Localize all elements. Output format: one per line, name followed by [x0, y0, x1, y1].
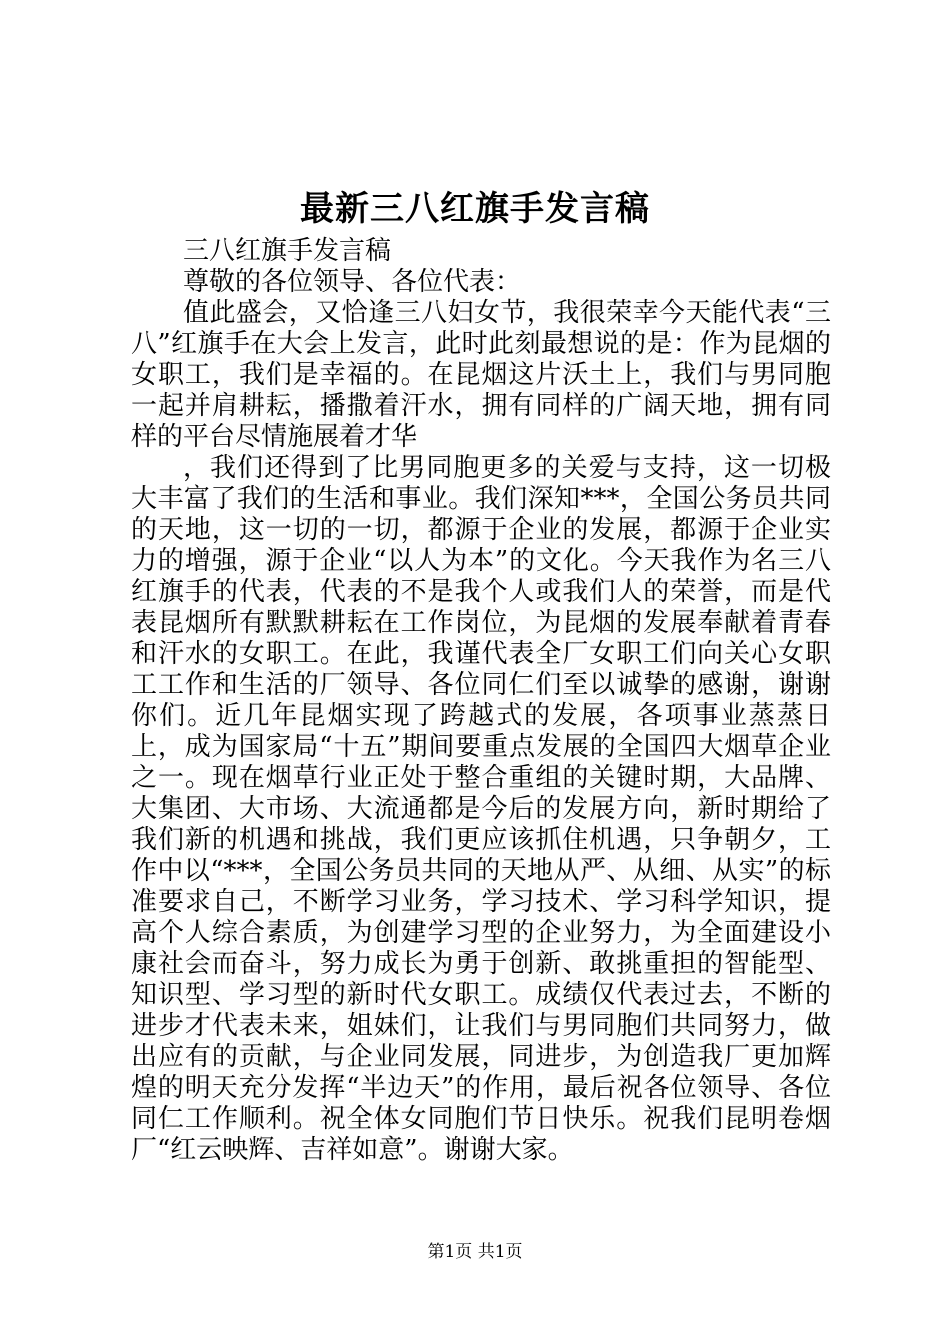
paragraph-main: ，我们还得到了比男同胞更多的关爱与支持，这一切极大丰富了我们的生活和事业。我们深知***，全国公务员共同的天地，这一切的一切，都源于企业的发展，都源于企业实力的增强，源于企业“以人为本”的文化。今天我作为名三八红旗手的代表，代表的不是我个人或我们人的荣誉，而是代表昆烟所有默默耕耘在工作岗位，为昆烟的发展奉献着青春和汗水的女职工。在此，我谨代表全厂女职工们向关心女职工工作和生活的厂领导、各位同仁们至以诚挚的感谢，谢谢你们。近几年昆烟实现了跨越式的发展，各项事业蒸蒸日上，成为国家局“十五”期间要重点发展的全国四大烟草企业之一。现在烟草行业正处于整合重组的关键时期，大品牌、大集团、大市场、大流通都是今后的发展方向，新时期给了我们新的机遇和挑战，我们更应该抓住机遇，只争朝夕，工作中以“***，全国公务员共同的天地从严、从细、从实”的标准要求自己，不断学习业务，学习技术、学习科学知识，提高个人综合素质，为创建学习型的企业努力，为全面建设小康社会而奋斗，努力成长为勇于创新、敢挑重担的智能型、知识型、学习型的新时代女职工。成绩仅代表过去，不断的进步才代表未来，姐妹们，让我们与男同胞们共同努力，做出应有的贡献，与企业同发展，同进步，为创造我厂更加辉煌的明天充分发挥“半边天”的作用，最后祝各位领导、各位同仁工作顺利。祝全体女同胞们节日快乐。祝我们昆明卷烟厂“红云映辉、吉祥如意”。谢谢大家。 [131, 453, 831, 1165]
paragraph-opening: 值此盛会，又恰逢三八妇女节，我很荣幸今天能代表“三八”红旗手在大会上发言，此时此刻最想说的是：作为昆烟的女职工，我们是幸福的。在昆烟这片沃土上，我们与男同胞一起并肩耕耘，播撒着汗水，拥有同样的广阔天地，拥有同样的平台尽情施展着才华 [131, 298, 831, 452]
document-title: 最新三八红旗手发言稿 [300, 189, 650, 229]
paragraph-salutation: 尊敬的各位领导、各位代表： [183, 267, 522, 297]
page-number-footer: 第1页 共1页 [427, 1242, 523, 1262]
document-body [131, 236, 831, 1166]
paragraph-subtitle: 三八红旗手发言稿 [183, 236, 392, 266]
